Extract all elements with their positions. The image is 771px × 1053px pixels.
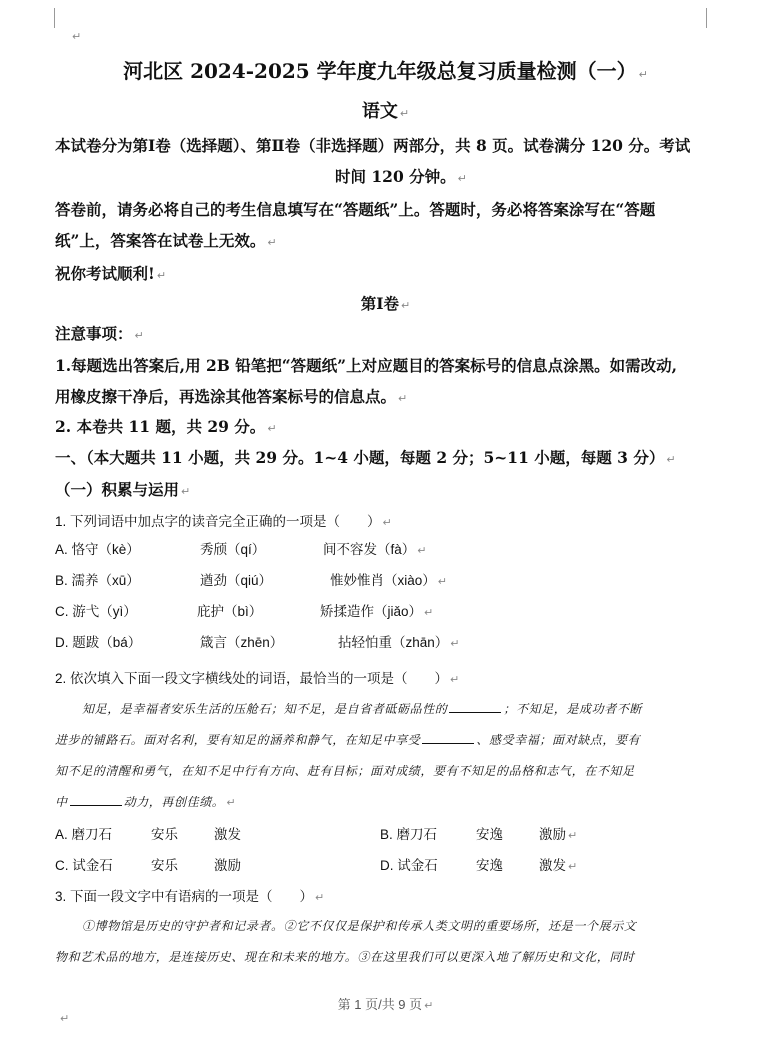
q2-d-3: 激发 ↵ [539,858,578,873]
q2-passage-line-1: 知足，是幸福者安乐生活的压舱石；知不足，是自省者砥砺品性的 ；不知足，是成功者不断 [82,702,643,716]
q1-stem: 1. 下列词语中加点字的读音完全正确的一项是（ ） ↵ [55,514,392,529]
q2-b-2: 安逸 [476,827,503,842]
q2-b-3: 激励 ↵ [539,827,578,842]
margin-mark-right [706,8,707,28]
q3-passage-line-1: ①博物馆是历史的守护者和记录者。②它不仅仅是保护和传承人类文明的重要场所，还是一个展示文 [82,919,637,933]
sub-heading: （一）积累与运用 ↵ [55,480,191,499]
blank-2 [422,733,474,744]
q2-passage-line-2: 进步的铺路石。面对名利，要有知足的涵养和静气，在知足中享受 、感受幸福；面对缺点，要有 [55,733,641,747]
q2-passage-line-3: 知不足的清醒和勇气，在知不足中行有方向、赶有目标；面对成绩，要有不知足的品格和志气，在不知足 [55,764,635,778]
q2-a-2: 安乐 [151,827,178,842]
q1-b-3: 惟妙惟肖（xiào） ↵ [330,573,447,588]
q3-passage-line-2: 物和艺术品的地方，是连接历史、现在和未来的地方。③在这里我们可以更深入地了解历史和文化，同时 [55,950,635,964]
q2-a-1: A. 磨刀石 [55,827,113,842]
notice-1a: 1.每题选出答案后,用 2B 铅笔把“答题纸”上对应题目的答案标号的信息点涂黑。如需改动, [55,356,677,375]
notice-heading: 注意事项： ↵ [55,324,144,343]
q2-c-2: 安乐 [151,858,178,873]
blank-1 [449,702,501,713]
q2-c-1: C. 试金石 [55,858,113,873]
page-footer: 第 1 页/共 9 页 ↵ [337,997,434,1012]
part-heading: 一、（本大题共 11 小题，共 29 分。1~4 小题，每题 2 分；5~11 小题，每题 3 分） ↵ [55,448,676,467]
q1-d-2: 箴言（zhēn） [200,635,284,650]
intro-line-5: 祝你考试顺利! ↵ [55,264,167,283]
notice-1b: 用橡皮擦干净后，再选涂其他答案标号的信息点。 ↵ [55,387,408,406]
q2-c-3: 激励 [214,858,241,873]
blank-3 [70,795,122,806]
q1-c-2: 庇护（bì） [197,604,263,619]
q2-a-3: 激发 [214,827,241,842]
intro-line-4: 纸”上，答案答在试卷上无效。 ↵ [55,231,277,250]
q2-stem: 2. 依次填入下面一段文字横线处的词语，最恰当的一项是（ ） ↵ [55,671,460,686]
intro-line-2: 时间 120 分钟。 ↵ [335,167,467,186]
q1-a-1: A. 恪守（kè） [55,542,140,557]
q1-d-1: D. 题跋（bá） [55,635,142,650]
paragraph-mark: ↵ [72,30,82,43]
q2-b-1: B. 磨刀石 [380,827,438,842]
q1-c-3: 矫揉造作（jiǎo） ↵ [320,604,434,619]
intro-line-1: 本试卷分为第Ⅰ卷（选择题）、第Ⅱ卷（非选择题）两部分，共 8 页。试卷满分 120 分。考试 [55,136,691,155]
q3-stem: 3. 下面一段文字中有语病的一项是（ ） ↵ [55,889,325,904]
exam-title: 河北区 2024-2025 学年度九年级总复习质量检测（一） ↵ [123,59,648,83]
notice-2: 2. 本卷共 11 题，共 29 分。 ↵ [55,417,277,436]
margin-mark-left [54,8,55,28]
q1-b-2: 遒劲（qiú） [200,573,273,588]
q1-a-3: 间不容发（fà） ↵ [323,542,427,557]
q1-b-1: B. 濡养（xū） [55,573,140,588]
q2-d-2: 安逸 [476,858,503,873]
q1-c-1: C. 游弋（yì） [55,604,137,619]
q1-a-2: 秀颀（qí） [200,542,266,557]
q2-passage-line-4: 中 动力，再创佳绩。 ↵ [55,795,237,809]
subject-title: 语文 ↵ [361,101,410,122]
paragraph-mark-bottom: ↵ [60,1012,70,1025]
q2-d-1: D. 试金石 [380,858,438,873]
intro-line-3: 答卷前，请务必将自己的考生信息填写在“答题纸”上。答题时，务必将答案涂写在“答题 [55,200,656,219]
section-title: 第Ⅰ卷 ↵ [360,294,411,313]
q1-d-3: 拈轻怕重（zhān） ↵ [338,635,460,650]
